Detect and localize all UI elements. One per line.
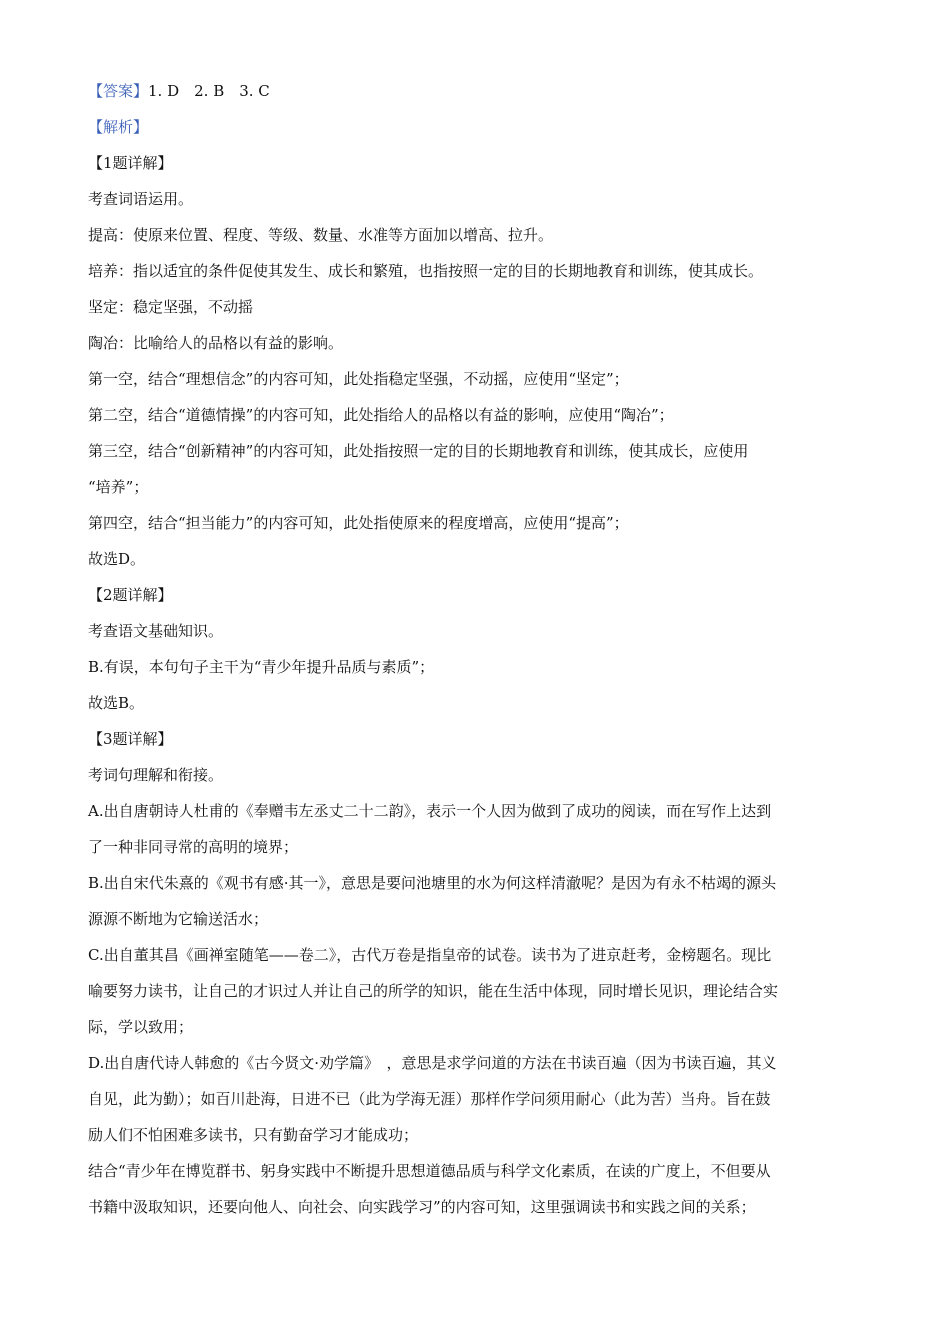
q3-line: 际，学以致用；: [88, 1018, 194, 1036]
q3-line: 书籍中汲取知识，还要向他人、向社会、向实践学习”的内容可知，这里强调读书和实践之间的关系；: [88, 1198, 756, 1216]
answer-line: [88, 73, 862, 109]
q1-line: 第一空，结合“理想信念”的内容可知，此处指稳定坚强，不动摇，应使用“坚定”；: [88, 370, 629, 388]
answer-tag: 【答案】: [88, 82, 149, 100]
q1-line: “培养”；: [88, 478, 149, 496]
q3-line: 源源不断地为它输送活水；: [88, 910, 269, 928]
q2-line: 考查语文基础知识。: [88, 622, 224, 640]
analysis-tag: 【解析】: [88, 118, 149, 136]
q1-line: 第四空，结合“担当能力”的内容可知，此处指使原来的程度增高，应使用“提高”；: [88, 514, 629, 532]
q3-line: C.出自董其昌《画禅室随笔——卷二》，古代万卷是指皇帝的试卷。读书为了进京赶考，金榜题名。现比: [88, 946, 772, 964]
q3-line: 励人们不怕困难多读书，只有勤奋学习才能成功；: [88, 1126, 419, 1144]
q1-line: 第二空，结合“道德情操”的内容可知，此处指给人的品格以有益的影响，应使用“陶冶”；: [88, 406, 674, 424]
q3-line: 自见，此为勤）；如百川赴海，日进不已（此为学海无涯）那样作学问须用耐心（此为苦）当舟。旨在鼓: [88, 1090, 771, 1108]
q1-line: 故选D。: [88, 550, 146, 568]
q1-line: 坚定：稳定坚强，不动摇: [88, 298, 254, 316]
q1-line: 提高：使原来位置、程度、等级、数量、水准等方面加以增高、拉升。: [88, 226, 554, 244]
q3-line: 考词句理解和衔接。: [88, 766, 224, 784]
q2-line: B.有误，本句句子主干为“青少年提升品质与素质”；: [88, 658, 435, 676]
answer-text: 1. D 2. B 3. C: [148, 82, 270, 100]
q1-line: 第三空，结合“创新精神”的内容可知，此处指按照一定的目的长期地教育和训练，使其成长，应使用: [88, 442, 749, 460]
q1-header: 【1题详解】: [88, 154, 173, 172]
q3-line: 了一种非同寻常的高明的境界；: [88, 838, 299, 856]
q2-header: 【2题详解】: [88, 586, 173, 604]
q3-line: B.出自宋代朱熹的《观书有感·其一》，意思是要问池塘里的水为何这样清澈呢？是因为有永不枯竭的源头: [88, 874, 777, 892]
q3-header: 【3题详解】: [88, 730, 173, 748]
q3-line: 结合“青少年在博览群书、躬身实践中不断提升思想道德品质与科学文化素质，在读的广度上，不但要从: [88, 1162, 771, 1180]
q1-line: 培养：指以适宜的条件促使其发生、成长和繁殖，也指按照一定的目的长期地教育和训练，使其成长。: [88, 262, 764, 280]
q3-line: D.出自唐代诗人韩愈的《古今贤文·劝学篇》 ，意思是求学问道的方法在书读百遍（因为书读百遍，其义: [88, 1054, 777, 1072]
q1-line: 考查词语运用。: [88, 190, 194, 208]
answer-explanation: [88, 73, 862, 1225]
q3-line: A.出自唐朝诗人杜甫的《奉赠韦左丞丈二十二韵》，表示一个人因为做到了成功的阅读，而在写作上达到: [88, 802, 772, 820]
q2-line: 故选B。: [88, 694, 145, 712]
q1-line: 陶冶：比喻给人的品格以有益的影响。: [88, 334, 344, 352]
q3-line: 喻要努力读书，让自己的才识过人并让自己的所学的知识，能在生活中体现，同时增长见识，理论结合实: [88, 982, 779, 1000]
